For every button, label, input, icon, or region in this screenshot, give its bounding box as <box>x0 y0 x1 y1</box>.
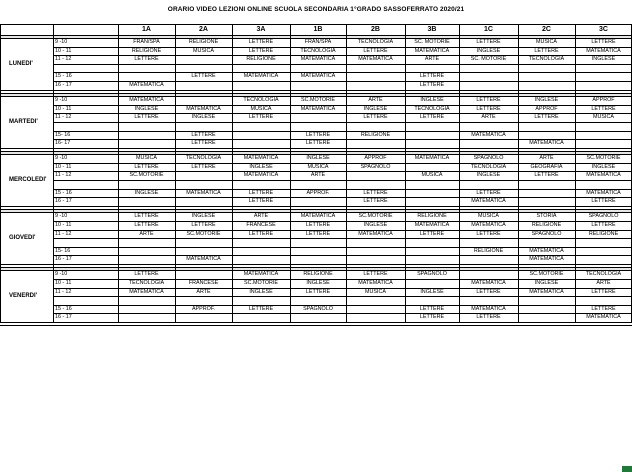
lesson-cell: LETTERE <box>419 73 445 80</box>
lesson-cell: LETTERE <box>476 288 501 295</box>
lesson-cell: RELIGIONE <box>531 221 562 228</box>
lesson-cell: LETTERE <box>134 56 159 63</box>
lesson-cell: MATEMATICA <box>243 155 279 162</box>
lesson-cell: LETTERE <box>534 47 559 54</box>
lesson-cell: LETTERE <box>248 198 274 205</box>
lesson-cell: SC. MOTORIE <box>470 56 507 63</box>
class-header-1b: 1B <box>313 25 323 33</box>
lesson-cell: MUSICA <box>365 288 386 295</box>
lesson-cell: MATEMATICA <box>358 56 393 63</box>
lesson-cell: MUSICA <box>478 213 499 220</box>
lesson-cell: LETTERE <box>191 73 216 80</box>
grid-line <box>53 296 632 297</box>
lesson-cell: MUSICA <box>250 105 272 112</box>
lesson-cell: INGLESE <box>420 288 444 295</box>
lesson-cell: TECNOLOGIA <box>185 155 222 162</box>
grid-line <box>175 24 176 322</box>
lesson-cell: MATEMATICA <box>586 47 621 54</box>
lesson-cell: MATEMATICA <box>471 131 506 138</box>
lesson-cell: LETTERE <box>134 114 159 121</box>
grid-line <box>232 24 233 322</box>
lesson-cell: APPROF. <box>306 189 330 196</box>
class-header-1a: 1A <box>142 25 151 33</box>
lesson-cell: LETTERE <box>305 140 331 147</box>
lesson-cell: LETTERE <box>134 163 159 170</box>
window-corner-mark <box>622 466 632 472</box>
lesson-cell: LETTERE <box>591 305 616 312</box>
lesson-cell: FRANCESE <box>246 221 276 228</box>
grid-line <box>53 180 632 181</box>
lesson-cell: MATEMATICA <box>586 172 621 179</box>
lesson-cell: MATEMATICA <box>129 97 164 104</box>
time-slot: 9 -10 <box>55 271 68 278</box>
lesson-cell: ARTE <box>368 97 383 104</box>
lesson-cell: ARTE <box>253 213 269 220</box>
lesson-cell: MATEMATICA <box>186 189 221 196</box>
lesson-cell: MATEMATICA <box>358 280 393 286</box>
lesson-cell: MATEMATICA <box>300 105 336 112</box>
lesson-cell: MATEMATICA <box>471 221 506 228</box>
lesson-cell: INGLESE <box>134 189 159 196</box>
lesson-cell: MATEMATICA <box>414 47 450 54</box>
time-slot: 16- 17 <box>55 140 71 147</box>
lesson-cell: LETTERE <box>476 105 501 112</box>
time-slot: 9 -10 <box>55 213 68 220</box>
grid-line <box>575 24 576 322</box>
time-slot: 15 - 16 <box>55 73 72 80</box>
time-slot: 15- 16 <box>55 247 71 254</box>
lesson-cell: LETTERE <box>134 213 159 220</box>
grid-line <box>0 209 632 210</box>
grid-line <box>0 93 632 94</box>
lesson-cell: APPROF. <box>191 305 216 312</box>
lesson-cell: SC.MOTORIE <box>129 172 164 179</box>
lesson-cell: SPAGNOLO <box>473 155 504 162</box>
time-slot: 11 - 12 <box>55 172 72 179</box>
lesson-cell: SC.MOTORIE <box>358 213 393 220</box>
class-header-3a: 3A <box>256 25 266 33</box>
grid-line <box>405 24 406 322</box>
class-header-2c: 2C <box>542 25 551 33</box>
lesson-cell: INGLESE <box>534 97 559 104</box>
grid-line <box>0 264 632 265</box>
lesson-cell: ARTE <box>424 56 440 63</box>
lesson-cell: LETTERE <box>248 305 274 312</box>
lesson-cell: LETTERE <box>134 221 159 228</box>
lesson-cell: LETTERE <box>134 271 159 278</box>
lesson-cell: MATEMATICA <box>414 155 450 162</box>
lesson-cell: SC.MOTORIE <box>300 97 336 104</box>
lesson-cell: LETTERE <box>591 221 616 228</box>
lesson-cell: ARTE <box>310 172 326 179</box>
lesson-cell: RELIGIONE <box>303 271 333 278</box>
lesson-cell: MATEMATICA <box>186 256 221 263</box>
lesson-cell: LETTERE <box>534 172 559 179</box>
lesson-cell: MATEMATICA <box>186 105 221 112</box>
lesson-cell: INGLESE <box>306 155 330 162</box>
lesson-cell: RELIGIONE <box>473 247 504 254</box>
lesson-cell: LETTERE <box>419 230 445 237</box>
time-slot: 11 - 12 <box>55 288 72 295</box>
lesson-cell: LETTERE <box>191 131 216 138</box>
grid-line <box>53 313 632 314</box>
lesson-cell: ARTE <box>481 114 496 121</box>
lesson-cell: ARTE <box>596 280 611 286</box>
lesson-cell: MATEMATICA <box>300 73 336 80</box>
grid-line <box>0 90 632 91</box>
lesson-cell: LETTERE <box>248 47 274 54</box>
lesson-cell: RELIGIONE <box>588 230 619 237</box>
lesson-cell: MUSICA <box>307 163 329 170</box>
grid-line <box>518 24 519 322</box>
lesson-cell: MATEMATICA <box>300 56 336 63</box>
day-label: GIOVEDI' <box>9 235 36 242</box>
lesson-cell: LETTERE <box>248 230 274 237</box>
time-slot: 11 - 12 <box>55 56 72 63</box>
lesson-cell: MATEMATICA <box>243 271 279 278</box>
lesson-cell: TECNOLOGIA <box>128 280 165 286</box>
lesson-cell: INGLESE <box>591 56 616 63</box>
grid-line <box>0 325 632 326</box>
class-header-3b: 3B <box>427 25 437 33</box>
lesson-cell: TECNOLOGIA <box>243 97 279 104</box>
lesson-cell: LETTERE <box>248 189 274 196</box>
time-slot: 10 - 11 <box>55 163 72 170</box>
lesson-cell: APPROF <box>592 97 615 104</box>
class-header-2a: 2A <box>199 25 208 33</box>
lesson-cell: INGLESE <box>534 280 559 286</box>
lesson-cell: TECNOLOGIA <box>357 39 394 45</box>
time-slot: 15 - 16 <box>55 189 72 196</box>
lesson-cell: INGLESE <box>476 47 501 54</box>
lesson-cell: SC.MOTORIE <box>186 230 221 237</box>
time-slot: 15 - 16 <box>55 305 72 312</box>
lesson-cell: SC. MOTORIE <box>414 39 450 45</box>
lesson-cell: APPROF <box>535 105 558 112</box>
lesson-cell: LETTERE <box>191 221 216 228</box>
grid-line <box>0 151 632 152</box>
grid-line <box>0 267 632 268</box>
lesson-cell: MUSICA <box>536 39 557 45</box>
lesson-cell: LETTERE <box>305 230 331 237</box>
lesson-cell: LETTERE <box>363 47 388 54</box>
time-slot: 15- 16 <box>55 131 71 138</box>
lesson-cell: RELIGIONE <box>417 213 447 220</box>
lesson-cell: INGLESE <box>363 221 388 228</box>
time-slot: 10 - 11 <box>55 280 72 286</box>
lesson-cell: LETTERE <box>248 39 274 45</box>
lesson-cell: INGLESE <box>134 105 159 112</box>
lesson-cell: INGLESE <box>249 288 273 295</box>
time-slot: 9 -10 <box>55 39 68 45</box>
lesson-cell: INGLESE <box>591 163 616 170</box>
lesson-cell: SC.MOTORIE <box>243 280 279 286</box>
lesson-cell: INGLESE <box>249 163 273 170</box>
lesson-cell: LETTERE <box>534 114 559 121</box>
time-slot: 16 - 17 <box>55 198 72 205</box>
lesson-cell: MATEMATICA <box>243 172 279 179</box>
lesson-cell: LETTERE <box>591 105 616 112</box>
class-header-1c: 1C <box>484 25 493 33</box>
lesson-cell: MUSICA <box>421 172 443 179</box>
lesson-cell: SC.MOTORIE <box>529 271 564 278</box>
lesson-cell: TECNOLOGIA <box>470 163 507 170</box>
time-slot: 16 - 17 <box>55 82 72 88</box>
lesson-cell: STORIA <box>536 213 557 220</box>
lesson-cell: SPAGNOLO <box>531 230 562 237</box>
grid-line <box>346 24 347 322</box>
lesson-cell: TECNOLOGIA <box>528 56 565 63</box>
grid-line <box>53 122 632 123</box>
lesson-cell: LETTERE <box>591 288 616 295</box>
lesson-cell: MATEMATICA <box>586 189 621 196</box>
lesson-cell: MATEMATICA <box>129 288 164 295</box>
lesson-cell: SPAGNOLO <box>303 305 333 312</box>
time-slot: 10 - 11 <box>55 47 72 54</box>
lesson-cell: MATEMATICA <box>529 256 564 263</box>
lesson-cell: INGLESE <box>476 172 501 179</box>
lesson-cell: ARTE <box>139 230 154 237</box>
lesson-cell: LETTERE <box>305 131 331 138</box>
lesson-cell: LETTERE <box>419 305 445 312</box>
lesson-cell: MATEMATICA <box>471 305 506 312</box>
time-slot: 11 - 12 <box>55 114 72 121</box>
lesson-cell: LETTERE <box>591 198 616 205</box>
lesson-cell: INGLESE <box>363 105 388 112</box>
time-slot: 11 - 12 <box>55 230 72 237</box>
lesson-cell: MATEMATICA <box>586 314 621 321</box>
lesson-cell: LETTERE <box>363 198 388 205</box>
lesson-cell: LETTERE <box>419 314 445 321</box>
lesson-cell: LETTERE <box>305 288 331 295</box>
lesson-cell: LETTERE <box>191 163 216 170</box>
lesson-cell: LETTERE <box>305 221 331 228</box>
grid-line <box>0 148 632 149</box>
grid-line <box>53 24 54 322</box>
lesson-cell: LETTERE <box>591 39 616 45</box>
lesson-cell: RELIGIONE <box>188 39 219 45</box>
lesson-cell: FRANCESE <box>188 280 219 286</box>
grid-line <box>118 24 119 322</box>
page-title: ORARIO VIDEO LEZIONI ONLINE SCUOLA SECONDARIA 1°GRADO SASSOFERRATO 2020/21 <box>167 6 465 13</box>
lesson-cell: MUSICA <box>193 47 214 54</box>
lesson-cell: MATEMATICA <box>300 213 336 220</box>
grid-line <box>53 64 632 65</box>
lesson-cell: LETTERE <box>419 82 445 88</box>
lesson-cell: RELIGIONE <box>360 131 391 138</box>
lesson-cell: MUSICA <box>136 155 157 162</box>
day-label: MERCOLEDI' <box>9 177 47 183</box>
day-label: MARTEDI' <box>9 118 38 125</box>
lesson-cell: LETTERE <box>476 314 501 321</box>
lesson-cell: LETTERE <box>363 189 388 196</box>
class-header-2b: 2B <box>371 25 380 33</box>
lesson-cell: MATEMATICA <box>529 140 564 147</box>
lesson-cell: MATEMATICA <box>358 230 393 237</box>
lesson-cell: APPROF <box>364 155 387 162</box>
lesson-cell: SPAGNOLO <box>588 213 619 220</box>
class-header-3c: 3C <box>599 25 608 33</box>
lesson-cell: RELIGIONE <box>246 56 276 63</box>
grid-line <box>53 197 632 198</box>
lesson-cell: MATEMATICA <box>529 288 564 295</box>
lesson-cell: TECNOLOGIA <box>300 47 336 54</box>
time-slot: 9 -10 <box>55 97 68 104</box>
lesson-cell: INGLESE <box>420 97 444 104</box>
time-slot: 16 - 17 <box>55 256 72 263</box>
lesson-cell: LETTERE <box>248 114 274 121</box>
lesson-cell: SC.MOTORIE <box>586 155 621 162</box>
lesson-cell: INGLESE <box>191 213 216 220</box>
day-label: VENERDI' <box>9 293 38 300</box>
lesson-cell: FRAN/SPA <box>304 39 332 45</box>
lesson-cell: FRAN/SPA <box>133 39 160 45</box>
lesson-cell: ARTE <box>196 288 211 295</box>
time-slot: 10 - 11 <box>55 105 72 112</box>
lesson-cell: MATEMATICA <box>471 280 506 286</box>
lesson-cell: GEOGRAFIA <box>530 163 563 170</box>
lesson-cell: INGLESE <box>191 114 216 121</box>
grid-line <box>0 322 632 323</box>
time-slot: 16 - 17 <box>55 314 72 321</box>
day-label: LUNEDI' <box>9 60 33 67</box>
grid-line <box>53 238 632 239</box>
lesson-cell: MUSICA <box>593 114 614 121</box>
lesson-cell: MATEMATICA <box>471 198 506 205</box>
lesson-cell: RELIGIONE <box>131 47 162 54</box>
lesson-cell: LETTERE <box>363 271 388 278</box>
lesson-cell: INGLESE <box>306 280 330 286</box>
lesson-cell: MATEMATICA <box>243 73 279 80</box>
grid-line <box>459 24 460 322</box>
lesson-cell: ARTE <box>539 155 554 162</box>
lesson-cell: MATEMATICA <box>129 82 164 88</box>
lesson-cell: LETTERE <box>191 140 216 147</box>
grid-line <box>0 24 1 322</box>
lesson-cell: LETTERE <box>476 39 501 45</box>
lesson-cell: LETTERE <box>476 230 501 237</box>
lesson-cell: MATEMATICA <box>414 221 450 228</box>
lesson-cell: SPAGNOLO <box>417 271 447 278</box>
lesson-cell: LETTERE <box>476 189 501 196</box>
lesson-cell: MATEMATICA <box>529 247 564 254</box>
grid-line <box>0 206 632 207</box>
lesson-cell: TECNOLOGIA <box>585 271 622 278</box>
lesson-cell: LETTERE <box>363 114 388 121</box>
grid-line <box>290 24 291 322</box>
lesson-cell: LETTERE <box>419 114 445 121</box>
time-slot: 9 -10 <box>55 155 68 162</box>
lesson-cell: SPAGNOLO <box>360 163 391 170</box>
time-slot: 10 - 11 <box>55 221 72 228</box>
grid-line <box>0 35 632 36</box>
lesson-cell: TECNOLOGIA <box>414 105 450 112</box>
lesson-cell: LETTERE <box>476 97 501 104</box>
